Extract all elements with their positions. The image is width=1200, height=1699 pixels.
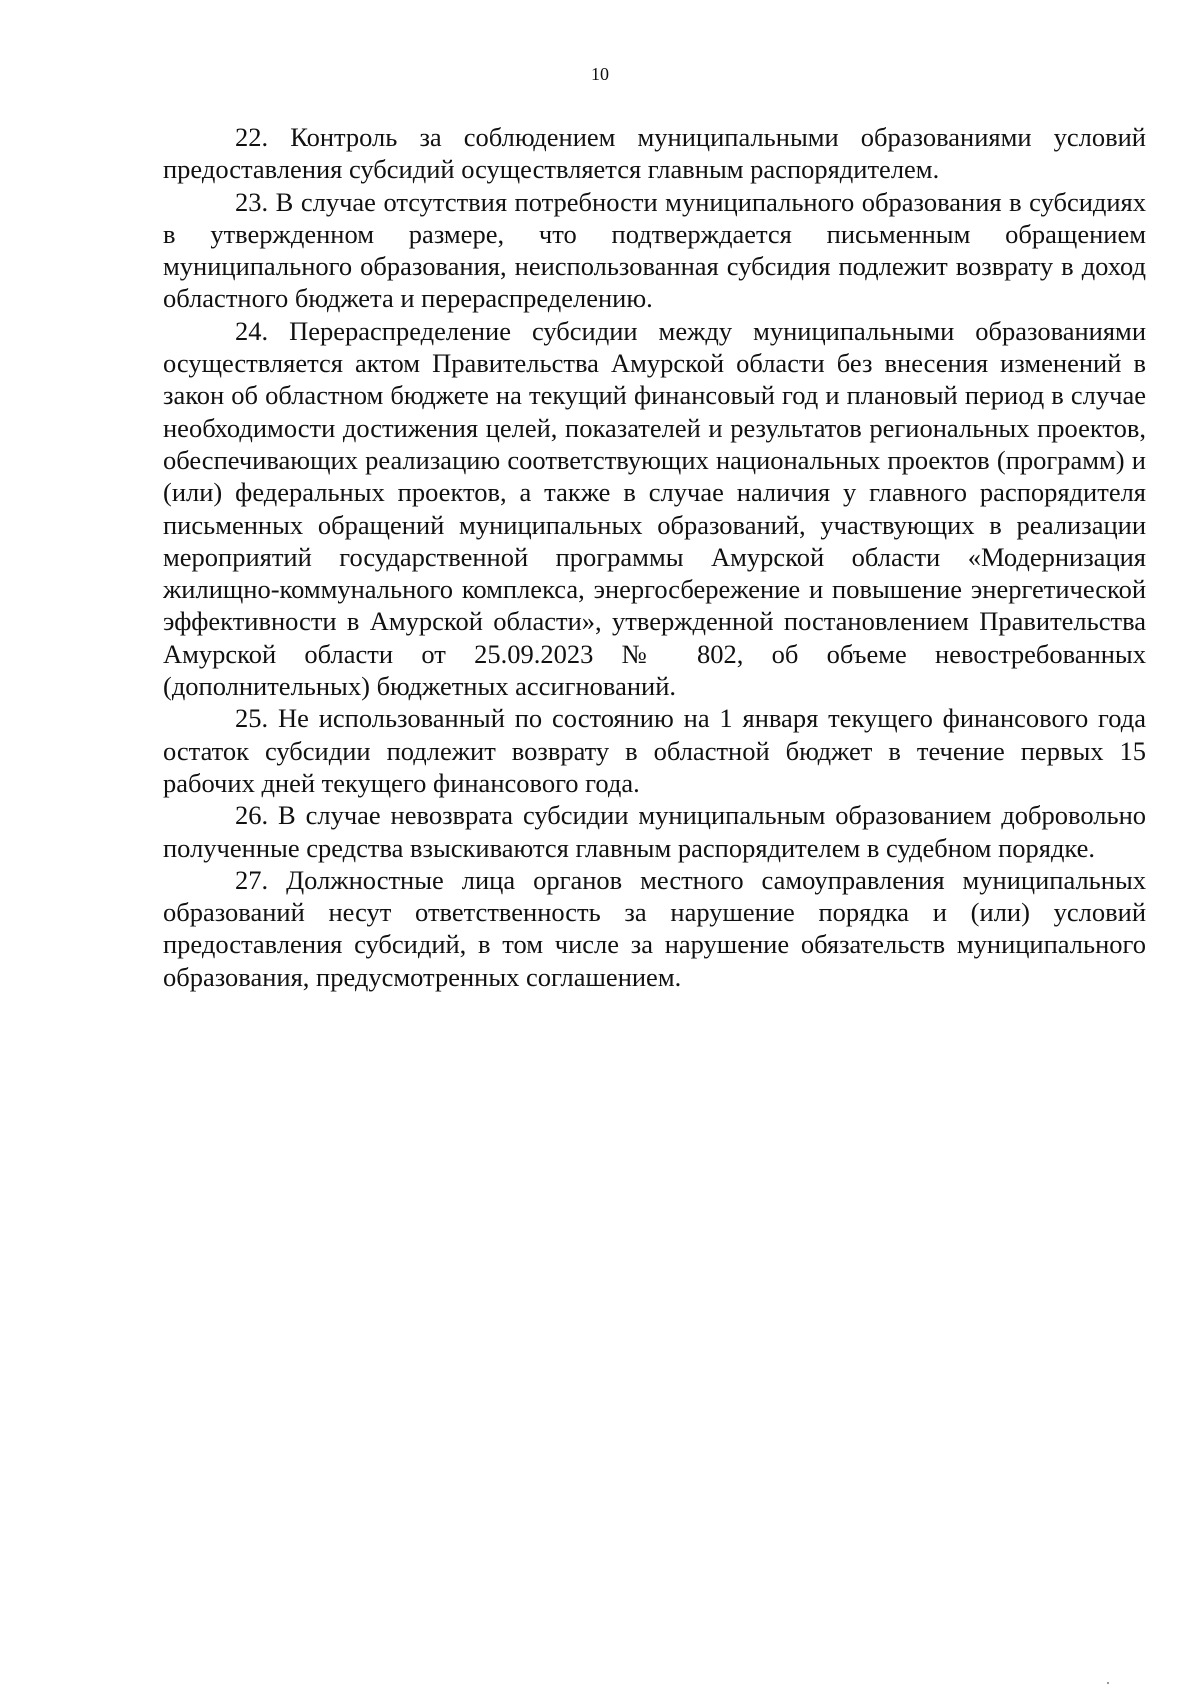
scan-speck: [1107, 1682, 1109, 1684]
paragraph-26: 26. В случае невозврата субсидии муниципальным образованием добровольно полученные средства взыскиваются главным распорядителем в судебном порядке.: [163, 800, 1146, 863]
page-number: 10: [591, 64, 609, 84]
paragraph-23: 23. В случае отсутствия потребности муниципального образования в субсидиях в утвержденном размере, что подтверждается письменным обращением муниципального образования, неиспользованная субсидия подлежит возврату в доход областного бюджета и перераспределению.: [163, 186, 1146, 314]
paragraph-24: 24. Перераспределение субсидии между муниципальными образованиями осуществляется актом Правительства Амурской области без внесения изменений в закон об областном бюджете на текущий финансовый год и плановый период в случае необходимости достижения целей, показателей и результатов региональных проектов, обеспечивающих реализацию соответствующих национальных проектов (программ) и (или) федеральных проектов, а также в случае наличия у главного распорядителя письменных обращений муниципальных образований, участвующих в реализации мероприятий государственной программы Амурской области «Модернизация жилищно-коммунального комплекса, энергосбережение и повышение энергетической эффективности в Амурской области», утвержденной постановлением Правительства Амурской области от 25.09.2023 № 802, об объеме невостребованных (дополнительных) бюджетных ассигнований.: [163, 315, 1146, 702]
paragraph-25: 25. Не использованный по состоянию на 1 января текущего финансового года остаток субсидии подлежит возврату в областной бюджет в течение первых 15 рабочих дней текущего финансового года.: [163, 703, 1146, 798]
document-body: [163, 121, 1146, 993]
paragraph-27: 27. Должностные лица органов местного самоуправления муниципальных образований несут ответственность за нарушение порядка и (или) условий предоставления субсидий, в том числе за нарушение обязательств муниципального образования, предусмотренных соглашением.: [163, 864, 1146, 992]
paragraph-22: 22. Контроль за соблюдением муниципальными образованиями условий предоставления субсидий осуществляется главным распорядителем.: [163, 122, 1146, 185]
